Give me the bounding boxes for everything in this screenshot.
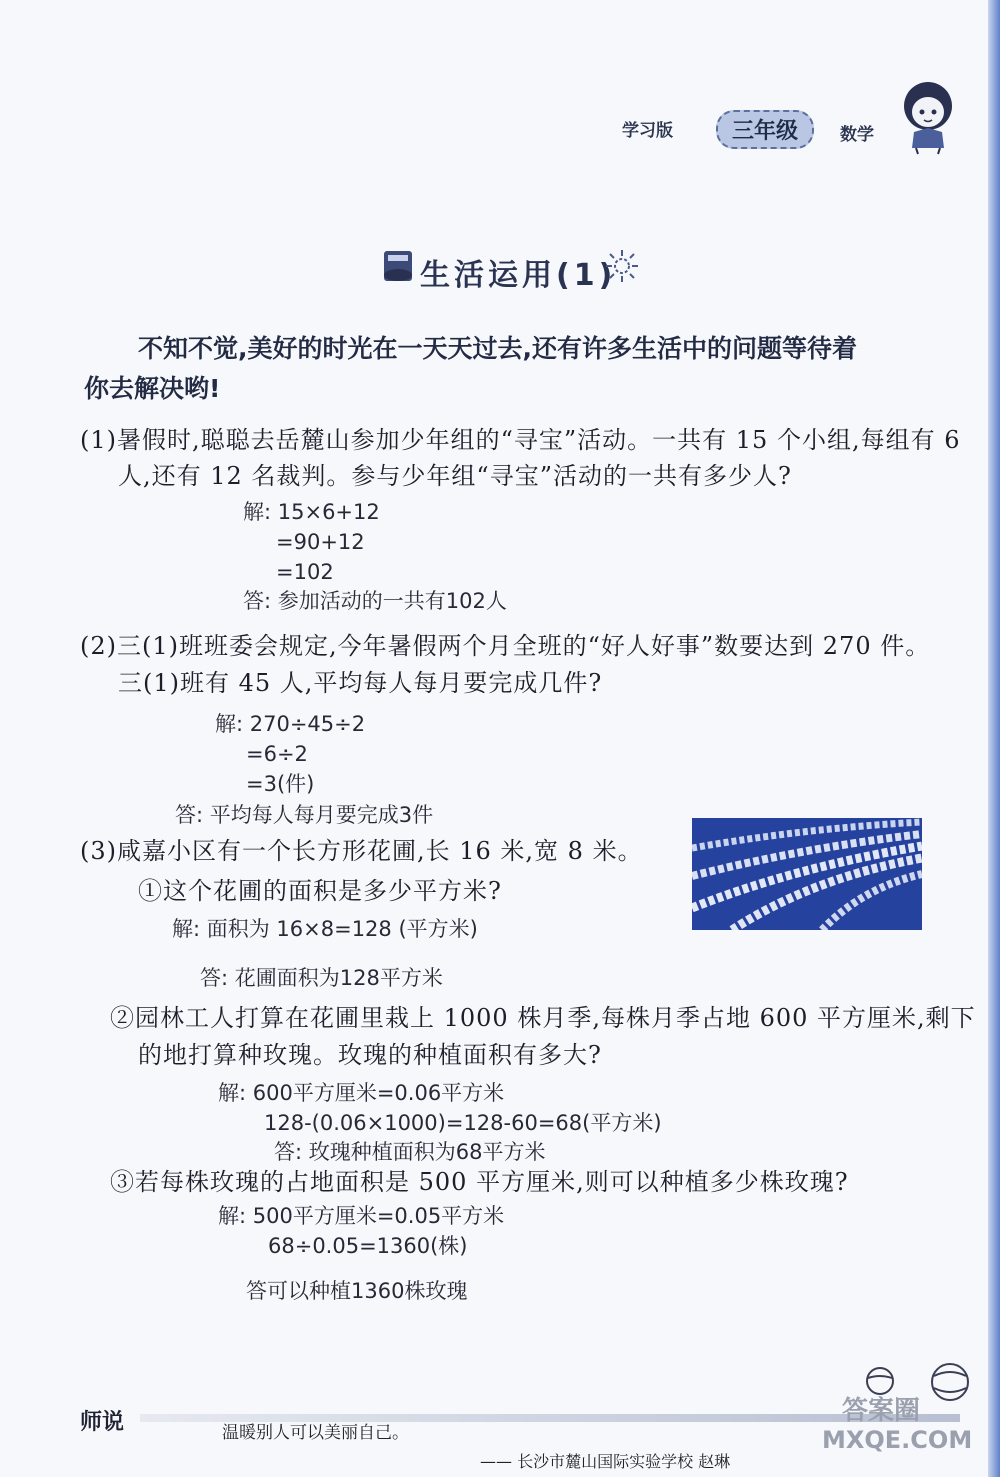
q1-work-3: =102 <box>276 560 334 584</box>
scan-edge <box>988 0 1000 1477</box>
watermark-bottom: MXQE.COM <box>822 1426 973 1454</box>
watermark-top: 答案圈 <box>842 1396 921 1426</box>
q1-line-1: (1)暑假时,聪聪去岳麓山参加少年组的“寻宝”活动。一共有 15 个小组,每组有 6 <box>80 426 961 454</box>
q1-answer: 答: 参加活动的一共有102人 <box>243 589 507 613</box>
q1-work-1: 解: 15×6+12 <box>243 500 380 524</box>
footer-signature: —— 长沙市麓山国际实验学校 赵琳 <box>480 1452 731 1471</box>
grade-badge: 三年级 <box>716 110 814 149</box>
q2-work-1: 解: 270÷45÷2 <box>215 712 366 736</box>
intro-line-1: 不知不觉,美好的时光在一天天过去,还有许多生活中的问题等待着 <box>138 334 857 363</box>
sparkle-icon <box>598 248 646 284</box>
q2-work-2: =6÷2 <box>246 742 308 766</box>
girl-mascot-icon <box>892 76 964 156</box>
q3-sub2-work-2: 128-(0.06×1000)=128-60=68(平方米) <box>264 1111 662 1135</box>
q3-sub2-work-1: 解: 600平方厘米=0.06平方米 <box>218 1081 505 1105</box>
q2-work-3: =3(件) <box>246 772 315 796</box>
q2-line-2: 三(1)班有 45 人,平均每人每月要完成几件? <box>118 669 603 697</box>
q3-sub2-line-2: 的地打算种玫瑰。玫瑰的种植面积有多大? <box>138 1041 602 1069</box>
q3-sub1: ①这个花圃的面积是多少平方米? <box>138 877 502 905</box>
q2-answer: 答: 平均每人每月要完成3件 <box>175 803 434 827</box>
flower-bed-photo <box>692 818 922 930</box>
q3-sub3: ③若每株玫瑰的占地面积是 500 平方厘米,则可以种植多少株玫瑰? <box>110 1168 849 1196</box>
q3-sub1-answer: 答: 花圃面积为128平方米 <box>200 966 443 990</box>
book-icon <box>380 245 420 287</box>
q3-line-1: (3)咸嘉小区有一个长方形花圃,长 16 米,宽 8 米。 <box>80 837 643 865</box>
q3-sub3-work-1: 解: 500平方厘米=0.05平方米 <box>218 1204 505 1228</box>
q3-sub3-work-2: 68÷0.05=1360(株) <box>268 1234 468 1258</box>
q1-work-2: =90+12 <box>276 530 365 554</box>
q3-sub2-line-1: ②园林工人打算在花圃里栽上 1000 株月季,每株月季占地 600 平方厘米,剩下 <box>110 1004 976 1032</box>
q2-line-1: (2)三(1)班班委会规定,今年暑假两个月全班的“好人好事”数要达到 270 件。 <box>80 632 931 660</box>
edition-label: 学习版 <box>622 121 673 141</box>
q3-sub2-answer: 答: 玫瑰种植面积为68平方米 <box>274 1140 546 1164</box>
teacher-says-label: 师说 <box>80 1410 125 1435</box>
intro-line-2: 你去解决哟! <box>84 374 221 403</box>
subject-label: 数学 <box>840 125 874 145</box>
q3-sub3-answer: 答可以种植1360株玫瑰 <box>246 1279 468 1303</box>
q3-sub1-work: 解: 面积为 16×8=128 (平方米) <box>172 917 478 941</box>
footer-quote: 温暖别人可以美丽自己。 <box>222 1423 409 1443</box>
section-title: 生活运用(1) <box>420 258 617 293</box>
q1-line-2: 人,还有 12 名裁判。参与少年组“寻宝”活动的一共有多少人? <box>118 462 792 490</box>
